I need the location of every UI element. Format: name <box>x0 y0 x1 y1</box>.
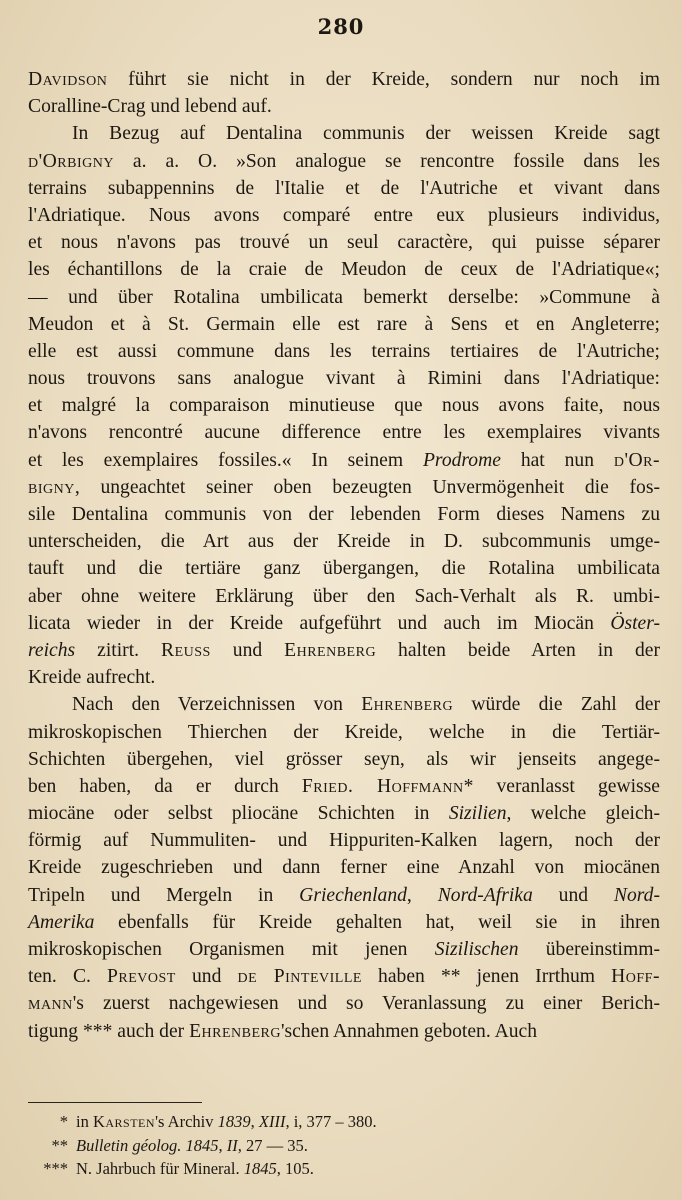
text-line <box>28 392 660 419</box>
text-run: * veranlasst gewisse <box>463 775 660 797</box>
text-line <box>28 990 660 1017</box>
text-line <box>28 66 660 93</box>
text-line <box>28 229 660 256</box>
text-run: aber ohne weitere Erklärung über den Sach-Verhalt als R. umbi- <box>28 585 660 607</box>
text-line <box>28 338 660 365</box>
text-run: übereinstimm- <box>518 939 660 960</box>
text-run: , 27 — 35. <box>237 1135 308 1155</box>
text-line <box>28 719 660 746</box>
text-run: miocäne oder selbst pliocäne Schichten in <box>28 803 449 825</box>
text-line <box>28 882 660 909</box>
paragraph <box>28 691 660 1044</box>
text-run: , <box>250 1112 259 1131</box>
italic-text: 1839 <box>217 1112 251 1131</box>
text-run: , welche gleich- <box>506 803 660 825</box>
text-line <box>28 583 660 610</box>
text-run: mikroskopischen Thierchen der Kreide, welche in die Tertiär- <box>28 721 660 743</box>
text-line <box>28 800 660 827</box>
italic-text: 1845 <box>243 1159 277 1178</box>
footnote <box>28 1134 660 1158</box>
text-line <box>28 148 660 175</box>
text-run: et les exemplaires fossiles.« In seinem <box>28 449 423 471</box>
text-line <box>28 854 660 881</box>
text-line <box>28 474 660 501</box>
small-caps-name: de Pinteville <box>237 966 362 988</box>
text-run: Kreide aufrecht. <box>28 667 156 689</box>
small-caps-name: mann <box>28 993 73 1015</box>
text-line <box>28 93 660 120</box>
text-line <box>28 610 660 637</box>
text-line <box>28 501 660 528</box>
text-line <box>28 447 660 474</box>
text-line <box>28 175 660 202</box>
text-run: haben ** jenen Irrthum <box>361 966 612 988</box>
text-line <box>28 284 660 311</box>
paragraph <box>28 120 660 691</box>
text-line <box>28 909 660 936</box>
italic-text: Bulletin géolog. 1845 <box>76 1135 219 1155</box>
italic-text: reichs <box>28 639 76 661</box>
text-line <box>28 827 660 854</box>
italic-text: Öster- <box>610 612 660 634</box>
small-caps-name: d'Or- <box>613 449 660 471</box>
text-run: und <box>175 966 238 988</box>
main-text <box>28 66 660 1045</box>
text-line <box>28 1018 660 1045</box>
small-caps-name: Ehrenberg <box>284 639 377 661</box>
text-run: sile Dentalina communis von der lebenden Form dieses Namens zu <box>28 504 660 525</box>
text-run: Meudon et à St. Germain elle est rare à Sens et en Angleterre; <box>28 313 660 335</box>
italic-text: Nord-Afrika <box>437 884 533 906</box>
text-run: , <box>406 884 438 906</box>
text-run: l'Adriatique. Nous avons comparé entre eux plusieurs individus, <box>28 204 660 226</box>
text-run: In Bezug auf Dentalina communis der weissen Kreide sagt <box>72 123 660 145</box>
text-run: elle est aussi commune dans les terrains tertiaires de l'Autriche; <box>28 340 660 362</box>
text-run: a. a. O. »Son analogue se rencontre fossile dans les <box>113 150 660 172</box>
text-run: würde die Zahl der <box>453 694 660 716</box>
text-run: tigung *** auch der <box>28 1020 190 1042</box>
italic-text: Griechenland <box>299 884 407 906</box>
text-run: 'schen Annahmen geboten. Auch <box>281 1020 538 1042</box>
italic-text: Amerika <box>28 911 95 933</box>
text-run: et nous n'avons pas trouvé un seul caractère, qui puisse séparer <box>28 232 660 254</box>
text-run: mikroskopischen Organismen mit jenen <box>28 939 435 960</box>
text-run: ten. C. <box>28 966 108 988</box>
text-line <box>28 746 660 773</box>
small-caps-name: Ehrenberg <box>189 1020 281 1042</box>
text-run: halten beide Arten in der <box>376 639 660 661</box>
text-run: Coralline-Crag und lebend auf. <box>28 96 272 118</box>
text-run: zitirt. <box>75 639 161 661</box>
text-line <box>28 936 660 963</box>
text-line <box>28 528 660 555</box>
text-line <box>28 120 660 147</box>
text-run: hat nun <box>500 449 614 471</box>
footnote-marker: ** <box>51 1135 68 1155</box>
text-run: führt sie nicht in der Kreide, sondern nur noch im <box>107 69 660 90</box>
text-line <box>28 202 660 229</box>
small-caps-name: Fried. Hoffmann <box>301 775 464 797</box>
italic-text: Nord- <box>613 884 661 906</box>
footnote-marker: * <box>59 1112 68 1131</box>
text-line <box>28 691 660 718</box>
text-run: 's Archiv <box>155 1112 218 1131</box>
text-run: Kreide zugeschrieben und dann ferner eine Anzahl von miocänen <box>28 857 660 879</box>
footnote-marker: *** <box>43 1159 68 1178</box>
text-run: , ungeachtet seiner oben bezeugten Unvermögenheit die fos- <box>74 476 660 498</box>
text-run: , 105. <box>276 1159 314 1178</box>
text-line <box>28 664 660 691</box>
text-line <box>28 419 660 446</box>
text-line <box>28 773 660 800</box>
footnote-rule <box>28 1102 202 1103</box>
text-run: 's zuerst nachgewiesen und so Veranlassung zu einer Berich- <box>72 993 660 1015</box>
text-run: ben haben, da er durch <box>28 775 302 797</box>
italic-text: II <box>226 1135 238 1155</box>
text-run: in <box>76 1112 93 1131</box>
text-run: unterscheiden, die Art aus der Kreide in D. subcommunis umge- <box>28 531 660 553</box>
text-run: Tripeln und Mergeln in <box>28 884 300 906</box>
small-caps-name: bigny <box>28 476 75 498</box>
italic-text: Sizilien <box>448 803 507 825</box>
italic-text: XIII <box>258 1112 286 1131</box>
footnote <box>28 1110 660 1134</box>
text-run: nous trouvons sans analogue vivant à Rimini dans l'Adriatique: <box>28 368 660 390</box>
text-run: und <box>210 639 285 661</box>
small-caps-name: Davidson <box>28 69 108 90</box>
text-line <box>28 963 660 990</box>
text-run: ebenfalls für Kreide gehalten hat, weil sie in ihren <box>94 911 660 933</box>
footnote <box>28 1157 660 1181</box>
text-run: — und über Rotalina umbilicata bemerkt derselbe: »Commune à <box>28 286 660 308</box>
text-run: , <box>218 1135 227 1155</box>
small-caps-name: d'Orbigny <box>28 150 114 172</box>
text-run: förmig auf Nummuliten- und Hippuriten-Kalken lagern, noch der <box>28 830 660 852</box>
text-run: et malgré la comparaison minutieuse que nous avons faite, nous <box>28 395 660 417</box>
small-caps-name: Reuss <box>161 639 211 661</box>
page-number: 280 <box>317 14 365 39</box>
text-run: Schichten übergehen, viel grösser seyn, als wir jenseits angege- <box>28 748 660 770</box>
text-run: Nach den Verzeichnissen von <box>72 694 362 716</box>
text-run: und <box>532 884 614 906</box>
text-run: les échantillons de la craie de Meudon de ceux de l'Adriatique«; <box>28 259 660 281</box>
footnotes <box>28 1110 660 1181</box>
small-caps-name: Prevost <box>107 966 176 988</box>
small-caps-name: Hoff- <box>611 966 660 988</box>
text-run: terrains subappennins de l'Italie et de l'Autriche et vivant dans <box>28 177 660 199</box>
paragraph <box>28 66 660 120</box>
text-line <box>28 311 660 338</box>
text-line <box>28 365 660 392</box>
small-caps-name: Ehrenberg <box>361 694 454 716</box>
text-run: tauft und die tertiäre ganz übergangen, die Rotalina umbilicata <box>28 558 660 580</box>
text-run: n'avons rencontré aucune difference entre les exemplaires vivants <box>28 422 660 444</box>
text-run: , i, 377 – 380. <box>285 1112 377 1131</box>
text-run: licata wieder in der Kreide aufgeführt und auch im Miocän <box>28 612 611 634</box>
text-line <box>28 555 660 582</box>
text-line <box>28 256 660 283</box>
text-run: N. Jahrbuch für Mineral. <box>76 1159 244 1178</box>
italic-text: Prodrome <box>422 449 501 471</box>
text-line <box>28 637 660 664</box>
small-caps-name: Karsten <box>92 1112 156 1131</box>
italic-text: Sizilischen <box>434 939 519 960</box>
